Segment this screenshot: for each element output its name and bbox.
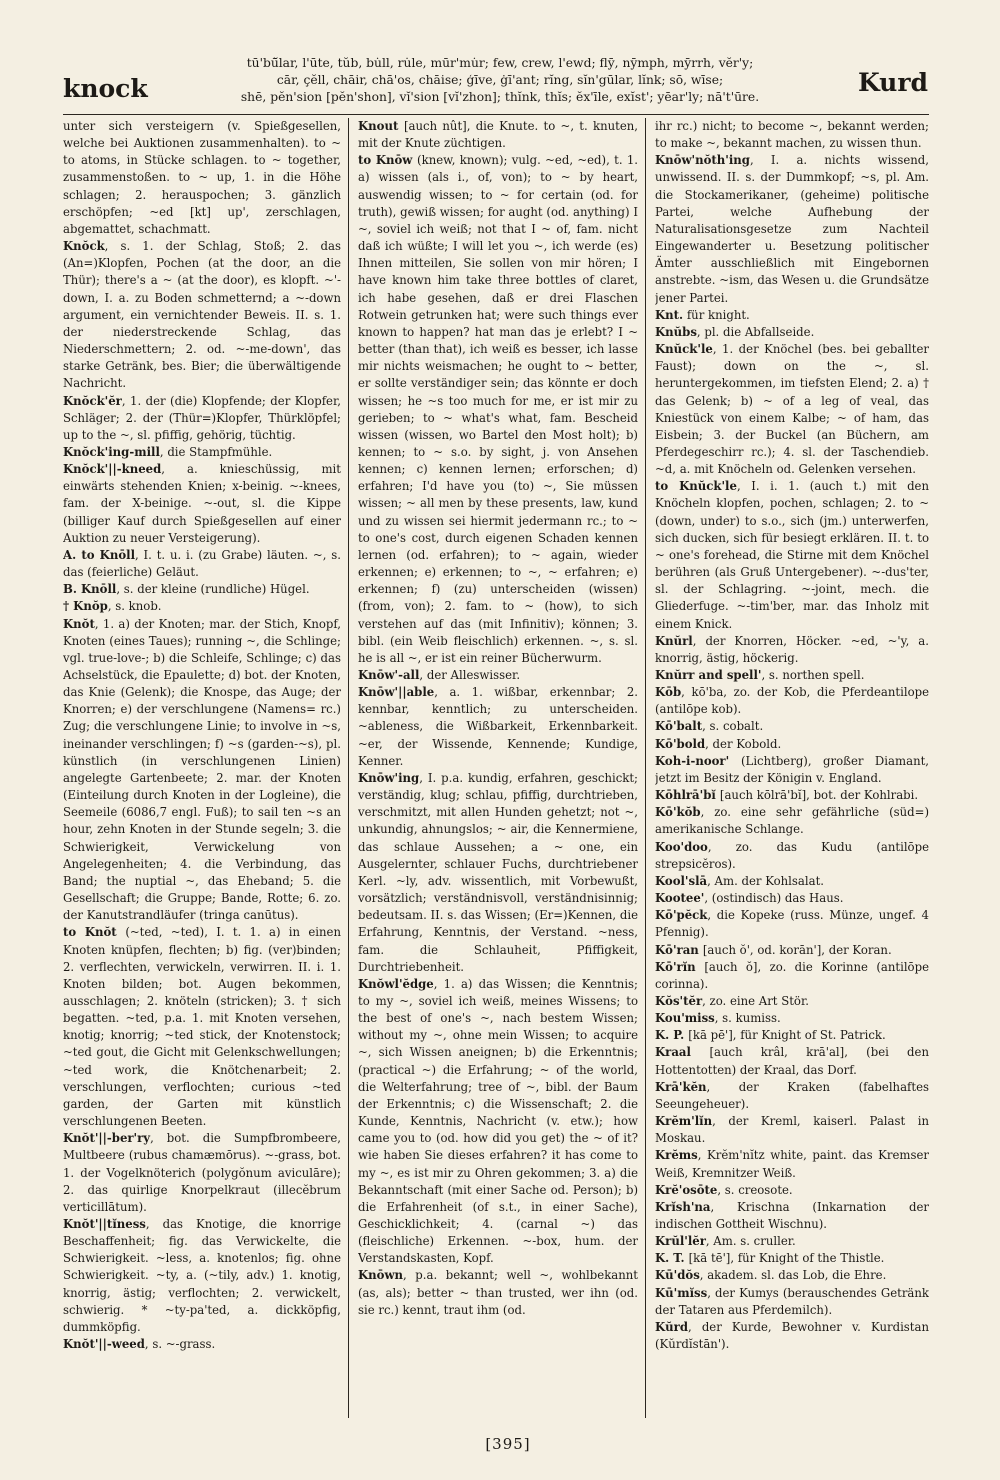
entry-headword: to Knōw <box>358 153 418 168</box>
page-number: [395] <box>485 1435 531 1453</box>
guide-word-right: Kurd <box>857 68 928 97</box>
dictionary-entry: † Knŏp, s. knob. <box>63 599 162 614</box>
entry-headword: K. T. <box>655 1251 689 1266</box>
dictionary-entry: Knŭck'le, 1. der Knöchel (bes. bei geballter Faust); down on the ~, sl. heruntergekommen, im tiefsten Elend; 2. a) † das Gelenk; b) ~ of a leg of veal, das Kniestück von einem Kalbe; ~ of ham, das Eisbein; 3. der Buckel (an Büchern, am Pferdegeschirr rc.); 4. sl. der Taschendieb. ~d, a. mit Knöcheln od. Gelenken versehen. <box>655 342 929 477</box>
dictionary-entry: Knōw'-all, der Alleswisser. <box>358 668 521 682</box>
entry-headword: Kō'bold <box>655 736 706 751</box>
guide-word-left: knock <box>63 74 148 103</box>
entry-headword: Knŏt <box>63 616 95 631</box>
dictionary-entry: Koh-i-noor' (Lichtberg), großer Diamant, jetzt im Besitz der Königin v. England. <box>655 753 929 785</box>
dictionary-entry: Knŏwl'ĕdge, 1. a) das Wissen; die Kenntnis; to my ~, soviel ich weiß, meines Wissens; to the best of one's ~, nach bestem Wissen; without my ~, ohne mein Wissen; to acquire ~, sich Wissen aneignen; b) die Erkenntnis; (practical ~) die Erfahrung; ~ of the world, die Welterfahrung; tree of ~, bibl. der Baum der Erkenntnis; c) die Wissenschaft; 2. die Kunde, Kenntnis, Nachricht (v. etw.); how came you to (od. how did you get) the ~ of it? wie haben Sie dieses erfahren? it has come to my ~, es ist mir zu Ohren gekommen; 3. a) die Bekanntschaft (mit einer Sache od. Person); b) die Erfahrenheit (of s.t., in einer Sache), Geschicklichkeit; 4. (carnal ~) das (fleischliche) Erkennen. ~-box, hum. der Verstandskasten, Kopf. <box>358 976 638 1266</box>
entry-headword: Kootee' <box>655 891 705 906</box>
dictionary-entry: Kŭrd, der Kurde, Bewohner v. Kurdistan (Kŭrdĭstān'). <box>655 1319 929 1352</box>
dictionary-entry: K. T. [kā tē'], für Knight of the Thistle. <box>655 1251 885 1266</box>
dictionary-entry: Knōwn, p.a. bekannt; well ~, wohlbekannt (as, als); better ~ than trusted, wer ihn (od. sie rc.) kennt, traut ihm (od. <box>358 1268 638 1317</box>
dictionary-entry: unter sich versteigern (v. Spießgesellen, welche bei Auktionen zusammenhalten). to ~ to atoms, in Stücke schlagen. to ~ together, zusammenstoßen. to ~ up, 1. in die Höhe schlagen; 2. herauspochen; 3. gänzlich erschöpfen; ~ed [kt] up', zerschlagen, abgemattet, schachmatt. <box>63 119 341 236</box>
entry-headword: Kō'ran <box>655 942 703 957</box>
pronunciation-key-line: tū'bū̆lar, l'ūte, tŭb, bu̇ll, ru̇le, mūr'mu̇r; few, crew, l'ewd; flȳ, nȳmph, mȳrrh, vĕr'y; <box>246 56 754 70</box>
entry-headword: Knōw'-all <box>358 668 420 682</box>
dictionary-entry: Kōhlrā'bĭ [auch kōlrā'bĭ], bot. der Kohlrabi. <box>655 788 919 803</box>
dictionary-entry: Krĕ'osōte, s. creosote. <box>655 1182 793 1197</box>
entry-headword: Knōwn <box>358 1268 404 1283</box>
entry-headword: Koh-i-noor' <box>655 753 741 768</box>
dictionary-entry: Kō'rĭn [auch ŏ], zo. die Korinne (antilōpe corinna). <box>655 959 929 991</box>
entry-headword: Knŏck'||-kneed <box>63 462 162 477</box>
dictionary-entry: Kō'bold, der Kobold. <box>655 736 782 751</box>
dictionary-entry: Kŏs'tĕr, zo. eine Art Stör. <box>655 993 809 1008</box>
entry-headword: Kō'pĕck <box>655 908 708 923</box>
entry-headword: Kŭrd <box>655 1319 688 1334</box>
dictionary-entry: to Knōw (knew, known); vulg. ~ed, ~ed), t. 1. a) wissen (als i., of, von); to ~ by heart, auswendig wissen; to ~ for certain (od. for truth), gewiß wissen; for aught (od. anything) I ~, soviel ich weiß; not that I ~ of, fam. nicht daß ich wüßte; I will let you ~, ich werde (es) Ihnen mitteilen, Sie sollen von mir hören; I have known him take three bottles of claret, ich habe gesehen, daß er drei Flaschen Rotwein getrunken hat; were such things ever known to happen? hat man das je erlebt? I ~ better (than that), ich weiß es besser, ich lasse mir nichts weismachen; he ought to ~ better, er sollte verständiger sein; das könnte er doch wissen; he ~s too much for me, er ist mir zu gerieben; to ~ what's what, fam. Bescheid wissen (wissen, wo Bartel den Most holt); b) kennen; to ~ s.o. by sight, j. von Ansehen kennen; c) kennen lernen; erforschen; d) erfahren; I'd have you (to) ~, Sie müssen wissen; ~ all men by these presents, law, kund und zu wissen sei hiermit jedermann rc.; to ~ to one's cost, durch eigenen Schaden kennen lernen (od. erfahren); to ~ again, wieder erkennen; e) erkennen; to ~, ~ erfahren; e) erkennen; f) (zu) unterscheiden (wissen) (from, von); 2. fam. to ~ (how), to sich verstehen auf das (mit Infinitiv); können; 3. bibl. (ein Weib fleischlich) erkennen. ~, s. sl. he is all ~, er ist ein reiner Bücherwurm. <box>358 153 638 665</box>
dictionary-entry: Knŏt'||tĭness, das Knotige, die knorrige Beschaffenheit; fig. das Verwickelte, die Schwierigkeit. ~less, a. knotenlos; fig. ohne Schwierigkeit. ~ty, a. (~tily, adv.) 1. knotig, knorrig, ästig; verflochten; 2. verwickelt, schwierig. * ~ty-pa'ted, a. dickköpfig, dummköpfig. <box>63 1217 341 1334</box>
dictionary-entry: Kraal [auch krâl, krā'al], (bei den Hottentotten) der Kraal, das Dorf. <box>655 1045 929 1077</box>
entry-headword: A. to Knōll <box>63 547 136 562</box>
entry-headword: Knŏck'ĕr <box>63 393 122 408</box>
dictionary-entry: Knŭbs, pl. die Abfallseide. <box>655 324 815 339</box>
dictionary-entry: Kou'miss, s. kumiss. <box>655 1011 781 1026</box>
dictionary-entry: Kōb, kō'ba, zo. der Kob, die Pferdeantilope (antilōpe kob). <box>655 685 929 717</box>
dictionary-entry: Kool'slā, Am. der Kohlsalat. <box>655 873 824 888</box>
entry-headword: Knōw'ing <box>358 770 420 785</box>
entry-headword: Kŏs'tĕr <box>655 993 703 1008</box>
dictionary-entry: Krĕm'lĭn, der Kreml, kaiserl. Palast in Moskau. <box>655 1114 929 1146</box>
entry-headword: Krā'kĕn <box>655 1079 707 1094</box>
entry-headword: Krĕ'osōte <box>655 1182 718 1197</box>
dictionary-entry: Kō'ran [auch ŏ', od. korān'], der Koran. <box>655 942 892 957</box>
entry-headword: Knŭrl <box>655 633 693 648</box>
entry-headword: Knŏt'||-ber'ry <box>63 1131 151 1146</box>
dictionary-entry: Knŏck'||-kneed, a. knieschüssig, mit einwärts stehenden Knien; x-beinig. ~-knees, fam. der X-beinige. ~-out, sl. die Kippe (billiger Kauf durch Spießgesellen auf einer Auktion zu neuer Versteigerung). <box>63 462 341 545</box>
entry-headword: Knŏwl'ĕdge <box>358 976 434 991</box>
entry-headword: Knŏt'||-weed <box>63 1337 145 1352</box>
dictionary-entry: Koo'doo, zo. das Kudu (antilōpe strepsicĕros). <box>655 839 929 871</box>
column-divider <box>645 118 646 1418</box>
dictionary-entry: to Knŭck'le, I. i. 1. (auch t.) mit den Knöcheln klopfen, pochen, schlagen; 2. to ~ (down, under) to s.o., sich (jm.) unterwerfen, sich ducken, sich für besiegt erklären. II. t. to ~ one's forehead, die Stirne mit dem Knöchel berühren (als Gruß Untergebener). ~-dus'ter, sl. der Schlagring. ~-joint, mech. die Gliederfuge. ~-tim'ber, mar. das Inholz mit einem Knick. <box>655 479 929 631</box>
entry-headword: to Knŏt <box>63 925 126 940</box>
dictionary-entry: to Knŏt (~ted, ~ted), I. t. 1. a) in einen Knoten knüpfen, flechten; b) fig. (ver)binden; 2. verflechten, verwickeln, verwirren. II. i. 1. Knoten bilden; bot. Augen bekommen, ausschlagen; 2. knöteln (stricken); 3. † sich begatten. ~ted, p.a. 1. mit Knoten versehen, knotig; knorrig; ~ted stick, der Knotenstock; ~ted gout, die Gicht mit Gelenkschwellungen; ~ted work, die Knötchenarbeit; 2. verschlungen, verflochten; curious ~ted garden, der Garten mit künstlich verschlungenen Beeten. <box>63 925 341 1129</box>
dictionary-entry: Krŭl'lĕr, Am. s. cruller. <box>655 1234 796 1249</box>
entry-headword: Knt. <box>655 307 684 322</box>
entry-headword: to Knŭck'le <box>655 479 737 494</box>
entry-headword: K. P. <box>655 1028 689 1043</box>
pronunciation-key-line: shē, pĕn'sion [pĕn'shon], vĭ'sion [vĭ'zhon]; thĭnk, thĭs; ĕx'īle, exĭst'; yēar'ly; nā't'ūre. <box>240 90 760 104</box>
entry-headword: Kool'slā <box>655 873 708 888</box>
entry-headword: Knŭbs <box>655 324 697 339</box>
entry-headword: Kū'mĭss <box>655 1285 708 1300</box>
dictionary-entry: Krā'kĕn, der Kraken (fabelhaftes Seeungeheuer). <box>655 1079 929 1111</box>
column-right <box>655 118 929 1438</box>
dictionary-entry: A. to Knōll, I. t. u. i. (zu Grabe) läuten. ~, s. das (feierliche) Geläut. <box>63 547 341 580</box>
entry-headword: Kū'dŏs <box>655 1268 700 1283</box>
entry-headword: Knŭck'le <box>655 342 713 357</box>
dictionary-entry: Knŭrl, der Knorren, Höcker. ~ed, ~'y, a. knorrig, ästig, höckerig. <box>655 633 929 665</box>
dictionary-entry: Knŏt'||-ber'ry, bot. die Sumpfbrombeere, Multbeere (rubus chamæmōrus). ~-grass, bot. 1. der Vogelknöterich (polygŏnum aviculāre); 2. das quirlige Knorpelkraut (illecĕbrum verticillātum). <box>63 1131 341 1214</box>
entry-headword: Kraal <box>655 1045 710 1060</box>
dictionary-entry: Knōw'nŏth'ing, I. a. nichts wissend, unwissend. II. s. der Dummkopf; ~s, pl. Am. die Stockamerikaner, (geheime) politische Partei, welche Aufhebung der Naturalisationsgesetze zum Nachteil Eingewanderter u. Besetzung politischer Ämter ausschließlich mit Eingebornen anstrebte. ~ism, das Wesen u. die Grundsätze jener Partei. <box>655 153 929 305</box>
pronunciation-key <box>205 55 795 106</box>
dictionary-entry: Kō'kŏb, zo. eine sehr gefährliche (süd=) amerikanische Schlange. <box>655 805 929 837</box>
column-middle <box>358 118 638 1438</box>
dictionary-entry: Knt. für knight. <box>655 307 750 322</box>
entry-headword: Knout <box>358 119 404 133</box>
column-divider <box>348 118 349 1418</box>
entry-headword: Knŏck <box>63 239 105 254</box>
dictionary-entry: Kū'mĭss, der Kumys (berauschendes Getränk der Tataren aus Pferdemilch). <box>655 1285 929 1317</box>
entry-headword: Knōw'||able <box>358 685 435 700</box>
entry-headword: Knŭrr and spell' <box>655 668 762 682</box>
header-rule <box>63 114 929 115</box>
dictionary-entry: Krĭsh'na, Krischna (Inkarnation der indischen Gottheit Wischnu). <box>655 1199 929 1231</box>
dictionary-entry: Knŏt, 1. a) der Knoten; mar. der Stich, Knopf, Knoten (eines Taues); running ~, die Schlinge; vgl. true-love-; b) die Schleife, Schlinge; c) das Achselstück, die Epaulette; d) bot. der Knoten, das Knie (Gelenk); die Knospe, das Auge; der Knorren; e) der verschlungene (Namens= rc.) Zug; die verschlungene Linie; to involve in ~s, ineinander verschlingen; f) ~s (garden-~s), pl. künstlich (in verschlungenen Linien) angelegte Gartenbeete; 2. mar. der Knoten (Einteilung durch Knoten in der Logleine), die Seemeile (6086,7 engl. Fuß); to sail ten ~s an hour, zehn Knoten in der Stunde segeln; 3. die Schwierigkeit, Verwickelung von Angelegenheiten; 4. die Verbindung, das Band; the nuptial ~, das Eheband; 5. die Gesellschaft; die Gruppe; Bande, Rotte; 6. zo. der Kanutstrandläufer (tringa canūtus). <box>63 616 341 923</box>
entry-headword: Kō'kŏb <box>655 805 701 820</box>
entry-headword: Kou'miss <box>655 1011 715 1026</box>
entry-headword: Koo'doo <box>655 839 708 854</box>
dictionary-entry: Knŏck'ĕr, 1. der (die) Klopfende; der Klopfer, Schläger; 2. der (Thür=)Klopfer, Thürklöpfel; up to the ~, sl. pfiffig, gehörig, tüchtig. <box>63 393 341 442</box>
entry-headword: Krĕms <box>655 1148 698 1163</box>
entry-headword: B. Knōll <box>63 582 117 597</box>
entry-headword: Knŏck'ing-mill <box>63 444 160 459</box>
entry-headword: Krĕm'lĭn <box>655 1114 713 1129</box>
entry-headword: † Knŏp <box>63 599 108 614</box>
page-header <box>0 0 1000 112</box>
entry-headword: Knōw'nŏth'ing <box>655 153 750 168</box>
entry-headword: Kōhlrā'bĭ <box>655 788 720 803</box>
dictionary-entry: Kō'pĕck, die Kopeke (russ. Münze, ungef. 4 Pfennig). <box>655 908 929 940</box>
dictionary-entry: K. P. [kā pē'], für Knight of St. Patrick. <box>655 1028 886 1043</box>
dictionary-entry: Kō'balt, s. cobalt. <box>655 719 764 734</box>
dictionary-entry: Kū'dŏs, akadem. sl. das Lob, die Ehre. <box>655 1268 887 1283</box>
dictionary-entry: Knŭrr and spell', s. northen spell. <box>655 668 865 682</box>
dictionary-entry: Kootee', (ostindisch) das Haus. <box>655 891 844 906</box>
dictionary-columns <box>63 118 929 1438</box>
dictionary-entry: Knŏck'ing-mill, die Stampfmühle. <box>63 444 273 459</box>
dictionary-entry: Knŏck, s. 1. der Schlag, Stoß; 2. das (An=)Klopfen, Pochen (at the door, an die Thür); there's a ~ (at the door), es klopft. ~'-down, I. a. zu Boden schmetternd; a ~-down argument, ein vernichtender Beweis. II. s. 1. der niederstreckende Schlag, das Niederschmettern; 2. od. ~-me-down', das starke Getränk, bes. Bier; die überwältigende Nachricht. <box>63 239 341 391</box>
entry-headword: Kō'rĭn <box>655 959 705 974</box>
dictionary-entry: Krĕms, Krĕm'nĭtz white, paint. das Kremser Weiß, Kremnitzer Weiß. <box>655 1148 929 1180</box>
entry-headword: Krŭl'lĕr <box>655 1234 706 1249</box>
dictionary-entry: Knōw'ing, I. p.a. kundig, erfahren, geschickt; verständig, klug; schlau, pfiffig, durchtrieben, verschmitzt, mit allen Hunden gehetzt; not ~, unkundig, ahnungslos; ~ air, die Kennermiene, das schlaue Aussehen; a ~ one, ein Ausgelernter, schlauer Fuchs, durchtriebener Kerl. ~ly, adv. wissentlich, mit Vorbewußt, vorsätzlich; verständnisvoll, verständnisinnig; bedeutsam. II. s. das Wissen; (Er=)Kennen, die Erfahrung, Kenntnis, der Verstand. ~ness, fam. die Schlauheit, Pfiffigkeit, Durchtriebenheit. <box>358 770 638 974</box>
pronunciation-key-line: cār, çĕll, chāir, chā'os, chāise; ģīve, ġī'ant; rĭng, sĭn'gūlar, lĭnk; sō, wīse; <box>276 73 724 87</box>
dictionary-entry: ihr rc.) nicht; to become ~, bekannt werden; to make ~, bekannt machen, zu wissen thun. <box>655 119 929 151</box>
entry-headword: Knŏt'||tĭness <box>63 1217 146 1231</box>
entry-headword: Kōb <box>655 685 682 700</box>
entry-headword: Krĭsh'na <box>655 1199 711 1214</box>
entry-headword: Kō'balt <box>655 719 703 734</box>
dictionary-entry: Knōw'||able, a. 1. wißbar, erkennbar; 2. kennbar, kenntlich; zu unterscheiden. ~ableness, die Wißbarkeit, Erkennbarkeit. ~er, der Wissende, Kennende; Kundige, Kenner. <box>358 685 638 768</box>
dictionary-entry: Knŏt'||-weed, s. ~-grass. <box>63 1337 216 1352</box>
column-left <box>63 118 341 1438</box>
dictionary-entry: Knout [auch nût], die Knute. to ~, t. knuten, mit der Knute züchtigen. <box>358 119 638 151</box>
dictionary-entry: B. Knōll, s. der kleine (rundliche) Hügel. <box>63 582 310 597</box>
